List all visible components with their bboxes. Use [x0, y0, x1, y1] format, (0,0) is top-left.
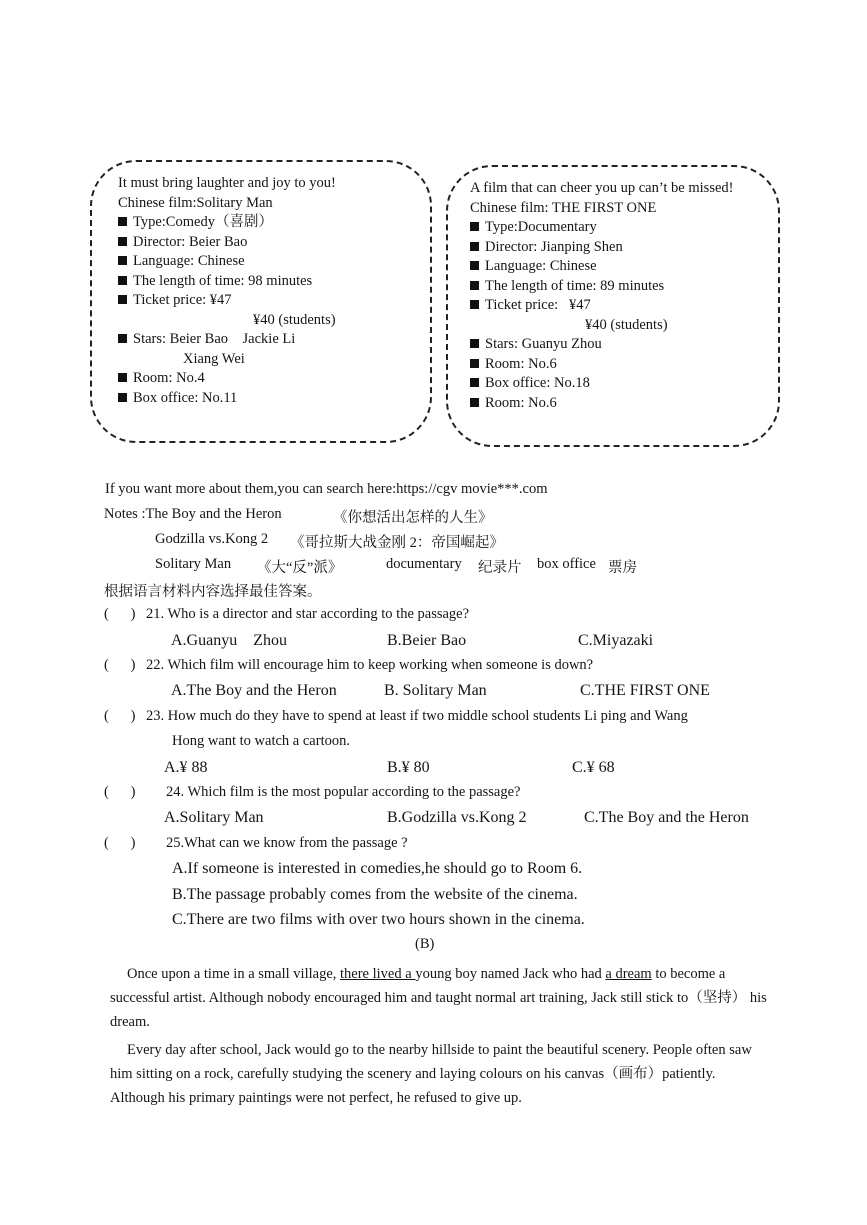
bullet-square-icon	[470, 300, 479, 309]
story-p1-underline-2: a dream	[605, 966, 652, 982]
card2-box-office-row	[470, 374, 778, 394]
note-4-en: documentary	[386, 556, 462, 572]
card2-price-students: ¥40 (students)	[585, 316, 668, 333]
notes-label: Notes :	[104, 506, 146, 522]
bullet-square-icon	[470, 378, 479, 387]
q24-option-c[interactable]: C.The Boy and the Heron	[584, 809, 749, 826]
q24-text: 24. Which film is the most popular according to the passage?	[166, 784, 521, 800]
note-1-en: The Boy and the Heron	[145, 506, 282, 522]
card2-stars: Stars: Guanyu Zhou	[485, 336, 602, 352]
card1-language-row	[118, 252, 430, 272]
card1-tagline: It must bring laughter and joy to you!	[118, 175, 336, 191]
q21-option-c[interactable]: C.Miyazaki	[578, 632, 654, 649]
q24-option-a[interactable]: A.Solitary Man	[164, 809, 264, 826]
bullet-square-icon	[470, 261, 479, 270]
bullet-square-icon	[118, 276, 127, 285]
bullet-square-icon	[118, 217, 127, 226]
card1-language: Language: Chinese	[133, 253, 245, 269]
bullet-square-icon	[118, 334, 127, 343]
card2-director-row	[470, 238, 778, 258]
card2-room: Room: No.6	[485, 355, 557, 372]
card1-stars: Stars: Beier Bao Jackie Li	[133, 331, 296, 347]
card2-tagline: A film that can cheer you up can’t be missed!	[470, 180, 734, 196]
story-p2: Every day after school, Jack would go to the nearby hillside to paint the beautiful scenery. People often saw him sitting on a rock, carefully studying the scenery and laying colours on his canvas（画布）patiently. Although his primary paintings were not perfect, he refused to give up.	[110, 1042, 752, 1106]
story-p1-b: young boy named Jack who had	[415, 966, 606, 982]
q25-option-b[interactable]: B.The passage probably comes from the website of the cinema.	[172, 886, 578, 903]
q25-option-a[interactable]: A.If someone is interested in comedies,he should go to Room 6.	[172, 860, 583, 877]
card2-room-row	[470, 355, 778, 375]
q22-option-c[interactable]: C.THE FIRST ONE	[580, 682, 710, 699]
card2-type: Type:Documentary	[485, 219, 597, 235]
card2-length-row	[470, 277, 778, 297]
card2-stars-row	[470, 335, 778, 355]
card2-length: The length of time: 89 minutes	[485, 277, 665, 294]
card2-box-office: Box office: No.18	[485, 375, 590, 391]
q22-paren[interactable]: ( )	[104, 657, 136, 673]
bullet-square-icon	[118, 237, 127, 246]
q24-paren[interactable]: ( )	[104, 784, 136, 800]
bullet-square-icon	[470, 359, 479, 368]
note-2-en: Godzilla vs.Kong 2	[155, 531, 269, 547]
q23-paren[interactable]: ( )	[104, 708, 136, 724]
notes-row-1	[104, 506, 282, 523]
q23-option-c[interactable]: C.¥ 68	[572, 759, 615, 776]
q21-option-b[interactable]: B.Beier Bao	[387, 632, 467, 649]
card2-room2-row	[470, 394, 778, 414]
bullet-square-icon	[470, 339, 479, 348]
q25-option-c[interactable]: C.There are two films with over two hours shown in the cinema.	[172, 911, 585, 928]
instruction: 根据语言材料内容选择最佳答案。	[104, 584, 322, 600]
note-2-cn: 《哥拉斯大战金刚 2：帝国崛起》	[290, 535, 504, 551]
story-p1-c: to become a successful artist. Although nobody encouraged him and taught normal art training, Jack still stick to（坚持） his dream.	[110, 966, 767, 1030]
card2-language: Language: Chinese	[485, 258, 597, 274]
card1-room: Room: No.4	[133, 370, 205, 386]
note-3-cn: 《大“反”派》	[257, 560, 343, 576]
card1-box-office-row	[118, 389, 430, 409]
card2-type-row	[470, 218, 778, 238]
story-paragraph-1	[110, 962, 770, 1034]
card1-length: The length of time: 98 minutes	[133, 272, 313, 289]
card1-stars-more: Xiang Wei	[183, 350, 245, 367]
q23-option-a[interactable]: A.¥ 88	[164, 759, 208, 776]
card1-length-row	[118, 272, 430, 292]
bullet-square-icon	[118, 373, 127, 382]
card2-film: Chinese film: THE FIRST ONE	[470, 199, 657, 216]
card1-price-students: ¥40 (students)	[253, 311, 336, 328]
q23-text: 23. How much do they have to spend at least if two middle school students Li ping and Wang	[146, 708, 688, 724]
film-card-solitary-man	[90, 160, 432, 443]
bullet-square-icon	[118, 295, 127, 304]
q23-text-cont: Hong want to watch a cartoon.	[172, 733, 350, 749]
card2-director: Director: Jianping Shen	[485, 238, 623, 255]
q24-option-b[interactable]: B.Godzilla vs.Kong 2	[387, 809, 527, 826]
q25-text: 25.What can we know from the passage ?	[166, 835, 408, 851]
q22-text: 22. Which film will encourage him to keep working when someone is down?	[146, 657, 594, 673]
bullet-square-icon	[470, 281, 479, 290]
bullet-square-icon	[470, 398, 479, 407]
q22-option-b[interactable]: B. Solitary Man	[384, 682, 487, 699]
q21-paren[interactable]: ( )	[104, 606, 136, 622]
card2-price: Ticket price: ¥47	[485, 297, 591, 313]
card1-film: Chinese film:Solitary Man	[118, 194, 273, 211]
bullet-square-icon	[470, 242, 479, 251]
q23-option-b[interactable]: B.¥ 80	[387, 759, 430, 776]
story-p1-a: Once upon a time in a small village,	[127, 966, 341, 982]
q21-option-a[interactable]: A.Guanyu Zhou	[171, 632, 287, 649]
note-5-cn: 票房	[608, 560, 637, 576]
note-5-en: box office	[537, 556, 596, 572]
card1-price: Ticket price: ¥47	[133, 292, 232, 308]
card1-box-office: Box office: No.11	[133, 389, 238, 406]
film-card-the-first-one	[446, 165, 780, 447]
card1-price-row	[118, 291, 430, 311]
note-1-cn: 《你想活出怎样的人生》	[333, 510, 493, 526]
q25-paren[interactable]: ( )	[104, 835, 136, 851]
card2-room2: Room: No.6	[485, 394, 557, 411]
card2-price-row	[470, 296, 778, 316]
card1-type-row	[118, 213, 430, 233]
bullet-square-icon	[470, 222, 479, 231]
section-b-heading: (B)	[415, 936, 435, 952]
card1-type: Type:Comedy（喜剧）	[133, 214, 273, 230]
card1-director-row	[118, 233, 430, 253]
story-p1-underline-1: there lived a	[340, 966, 416, 982]
card1-room-row	[118, 369, 430, 389]
bullet-square-icon	[118, 256, 127, 265]
q21-text: 21. Who is a director and star according to the passage?	[146, 606, 470, 622]
card1-stars-row	[118, 330, 430, 350]
note-3-en: Solitary Man	[155, 556, 232, 572]
card1-director: Director: Beier Bao	[133, 233, 248, 250]
q22-option-a[interactable]: A.The Boy and the Heron	[171, 682, 337, 699]
story-paragraph-2	[110, 1038, 770, 1110]
note-4-cn: 纪录片	[478, 560, 522, 576]
bullet-square-icon	[118, 393, 127, 402]
card2-language-row	[470, 257, 778, 277]
search-line: If you want more about them,you can search here:https://cgv movie***.com	[105, 481, 548, 497]
